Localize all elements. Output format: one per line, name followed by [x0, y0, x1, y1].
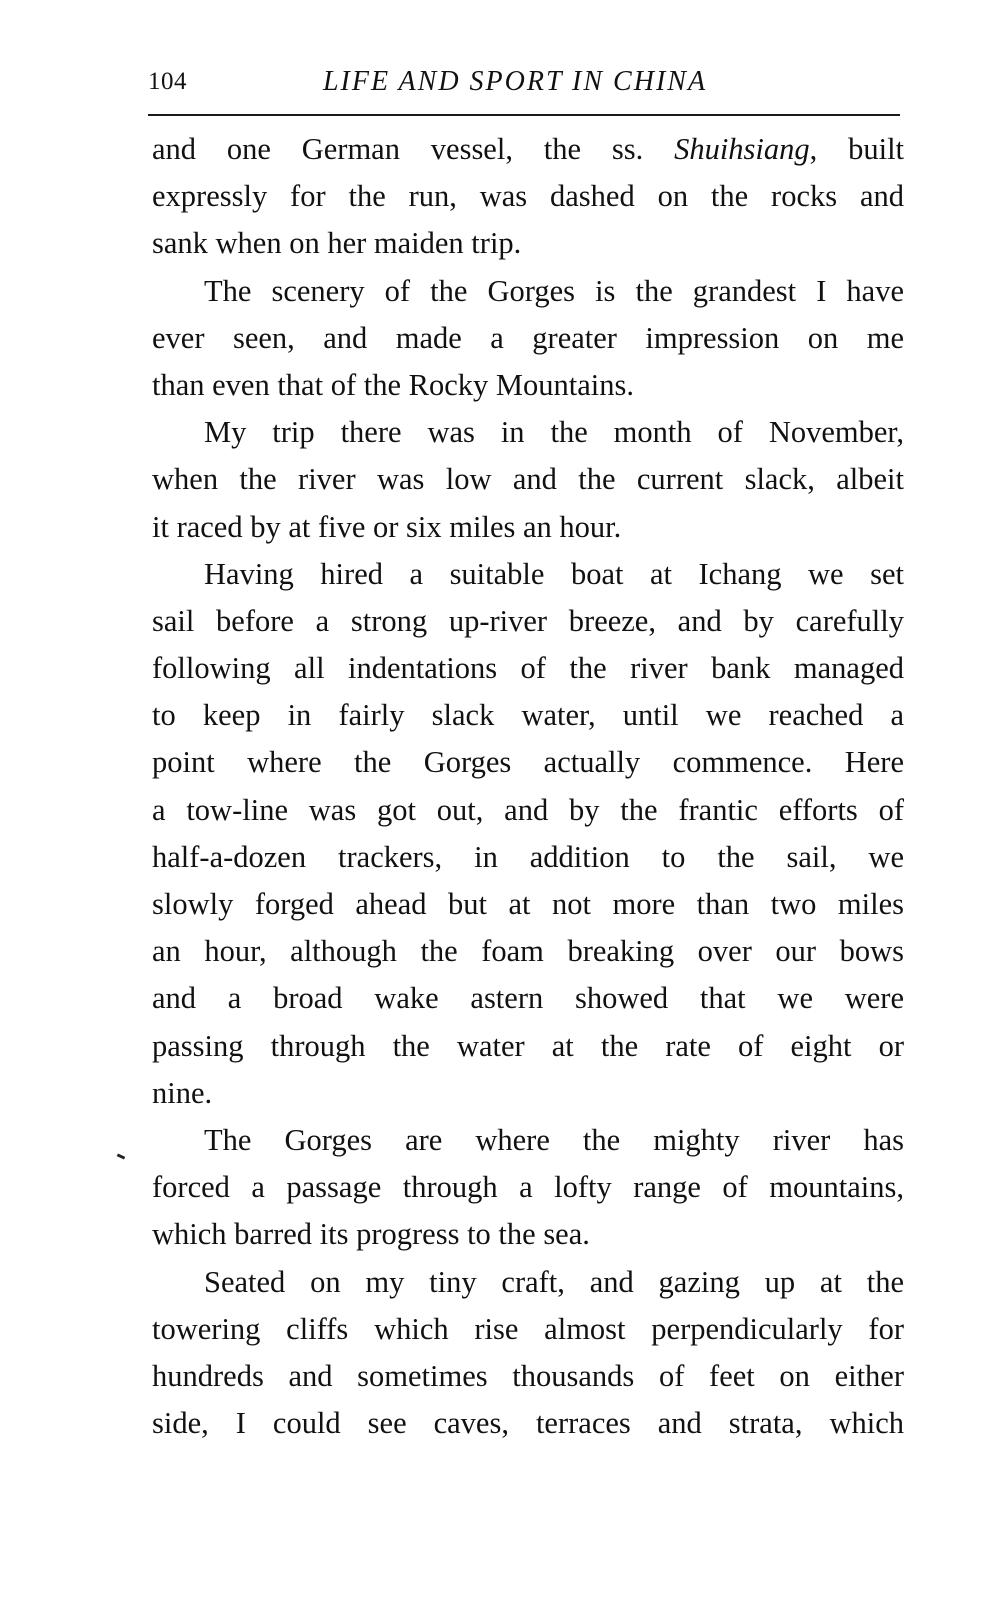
running-title: LIFE AND SPORT IN CHINA: [322, 66, 708, 97]
text-line: The scenery of the Gorges is the grandest I have: [204, 273, 904, 308]
text-line: passing through the water at the rate of eight or: [152, 1028, 904, 1063]
text-line: forced a passage through a lofty range of mountains,: [152, 1170, 904, 1205]
page-number: 104: [148, 68, 187, 95]
text-line: than even that of the Rocky Mountains.: [152, 367, 634, 402]
text-line: hundreds and sometimes thousands of feet on either: [152, 1358, 904, 1393]
text-line: to keep in fairly slack water, until we reached a: [152, 698, 904, 733]
text-line: half-a-dozen trackers, in addition to the sail, we: [152, 839, 904, 874]
text-line: expressly for the run, was dashed on the rocks and: [152, 179, 904, 214]
text-line: Seated on my tiny craft, and gazing up at the: [204, 1264, 904, 1299]
ship-name: Shuihsiang: [674, 132, 810, 166]
text-line: towering cliffs which rise almost perpendicularly for: [152, 1311, 904, 1346]
text-line: slowly forged ahead but at not more than two miles: [152, 887, 904, 921]
text-line: an hour, although the foam breaking over our bows: [152, 934, 904, 969]
text-line: side, I could see caves, terraces and strata, which: [152, 1406, 904, 1441]
text-line: and a broad wake astern showed that we were: [152, 981, 904, 1016]
text-line: a tow-line was got out, and by the frantic efforts of: [152, 792, 904, 827]
text-line: point where the Gorges actually commence. Here: [152, 745, 904, 780]
text-line: nine.: [152, 1075, 213, 1110]
text-line: following all indentations of the river bank managed: [152, 651, 904, 686]
page-header: [148, 62, 900, 116]
text-line: My trip there was in the month of November,: [204, 415, 904, 450]
text-line: ever seen, and made a greater impression on me: [152, 320, 904, 355]
body-text: [152, 126, 904, 1447]
text-line: Having hired a suitable boat at Ichang we set: [204, 556, 904, 591]
text-line: when the river was low and the current slack, albeit: [152, 462, 904, 497]
text-line: sail before a strong up-river breeze, and by carefully: [152, 603, 904, 638]
text-line: The Gorges are where the mighty river has: [204, 1122, 904, 1157]
text-line: and one German vessel, the ss. Shuihsiang, built: [152, 132, 905, 166]
stray-ink-mark: [117, 1153, 126, 1159]
text-line: sank when on her maiden trip.: [152, 226, 522, 261]
text-line: which barred its progress to the sea.: [152, 1217, 590, 1252]
text-line: it raced by at five or six miles an hour.: [152, 509, 622, 544]
